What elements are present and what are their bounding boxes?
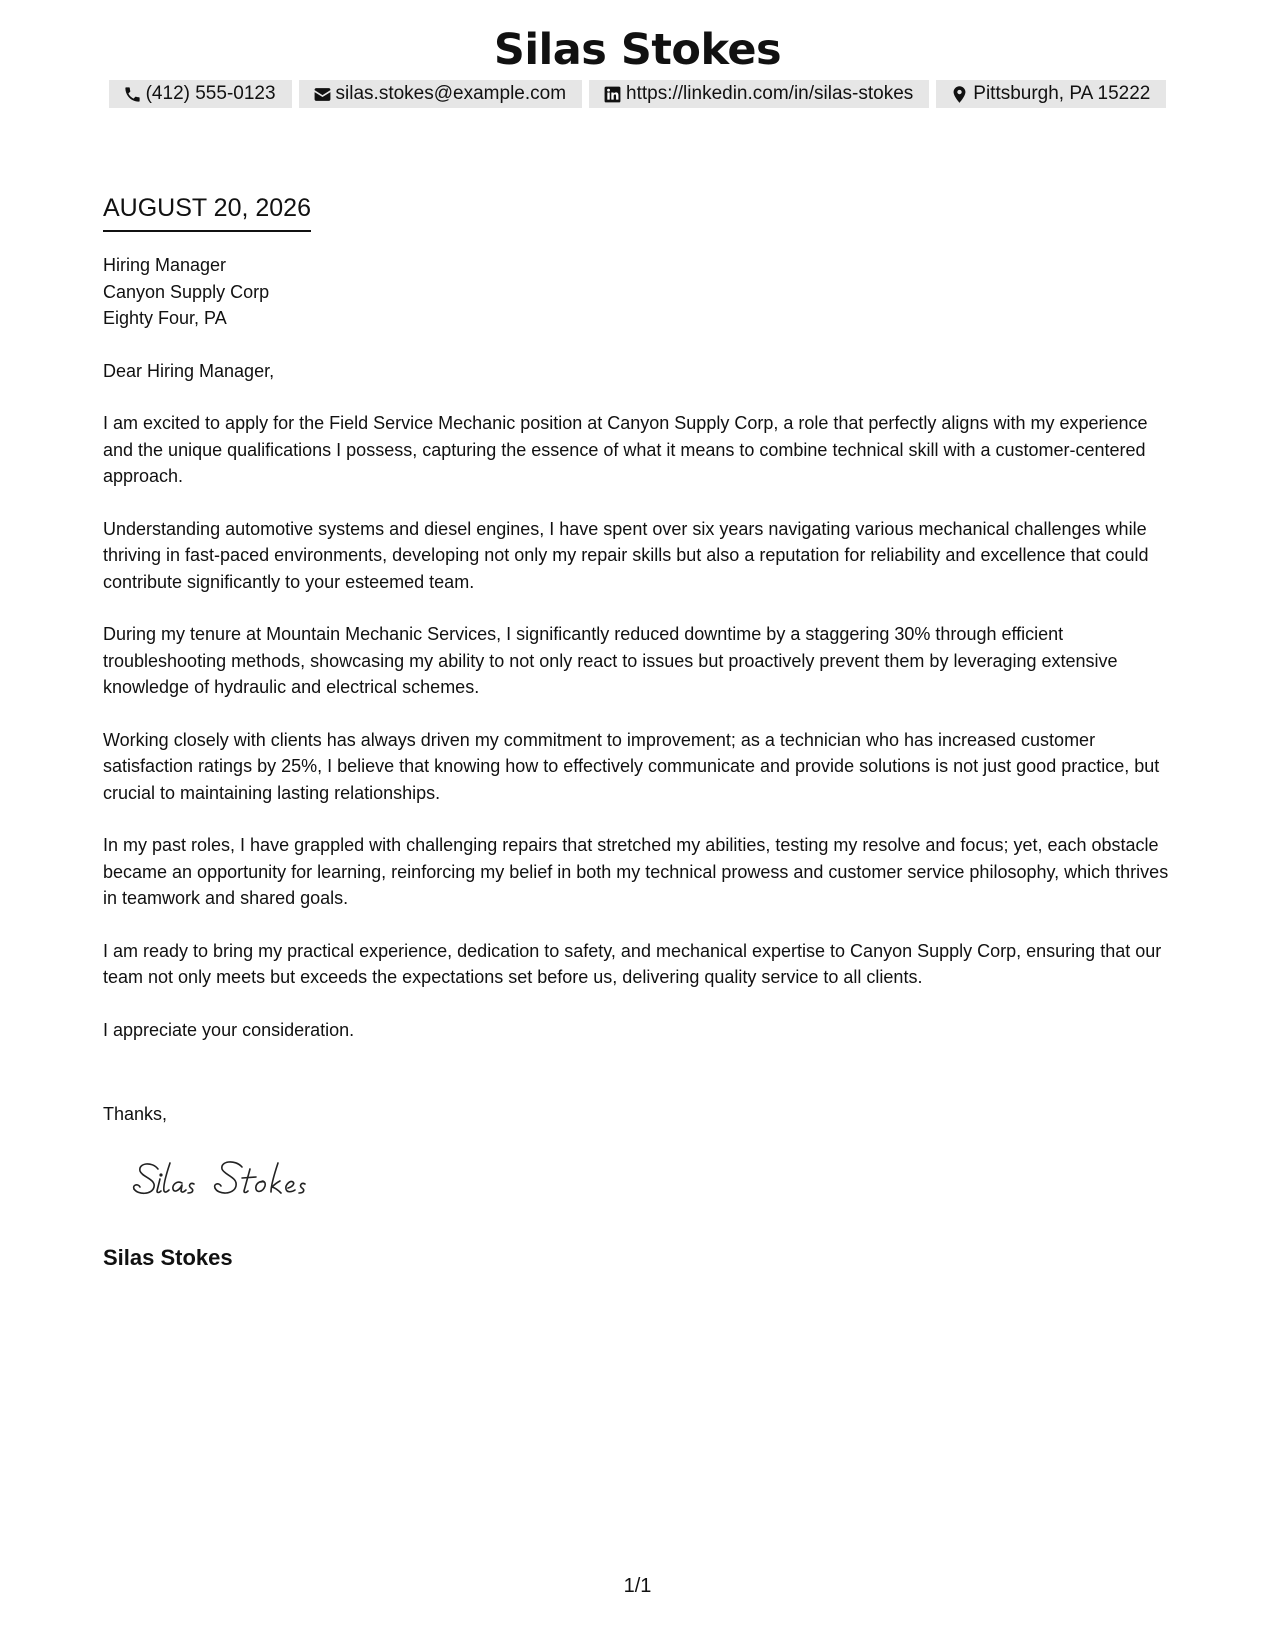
closing-line: I appreciate your consideration. <box>103 1019 355 1040</box>
paragraph: In my past roles, I have grappled with challenging repairs that stretched my abilities, testing my resolve and focus; yet, each obstacle became an opportunity for learning, reinforcing my belief in both my technical prowess and customer service philosophy, which thrives in teamwork and shared goals. <box>103 835 1169 908</box>
recipient-company: Canyon Supply Corp <box>103 281 270 302</box>
applicant-name: Silas Stokes <box>493 25 782 75</box>
contact-email-text: silas.stokes@example.com <box>335 83 567 104</box>
map-pin-icon <box>950 85 969 104</box>
recipient-location: Eighty Four, PA <box>103 308 227 328</box>
contact-linkedin-text: https://linkedin.com/in/silas-stokes <box>626 83 914 104</box>
salutation: Dear Hiring Manager, <box>103 360 275 381</box>
paragraph: Understanding automotive systems and diesel engines, I have spent over six years navigating various mechanical challenges while thriving in fast-paced environments, developing not only my repair skills but also a reputation for reliability and excellence that could contribute significantly to your esteemed team. <box>103 518 1149 592</box>
paragraph: Working closely with clients has always driven my commitment to improvement; as a technician who has increased customer satisfaction ratings by 25%, I believe that knowing how to effectively communicate and provide solutions is not just good practice, but crucial to maintaining lasting relationships. <box>103 729 1160 803</box>
contact-location-text: Pittsburgh, PA 15222 <box>973 83 1151 104</box>
signer-name: Silas Stokes <box>103 1245 233 1270</box>
paragraph: During my tenure at Mountain Mechanic Services, I significantly reduced downtime by a staggering 30% through efficient troubleshooting methods, showcasing my ability to not only react to issues but proactively prevent them by leveraging extensive knowledge of hydraulic and electrical schemes. <box>103 624 1118 697</box>
letter-date: AUGUST 20, 2026 <box>103 193 311 232</box>
contact-phone-text: (412) 555-0123 <box>145 83 276 104</box>
paragraph: I am ready to bring my practical experience, dedication to safety, and mechanical expertise to Canyon Supply Corp, ensuring that our team not only meets but exceeds the expectations set before us, delivering quality service to all clients. <box>103 940 1162 987</box>
contact-email[interactable] <box>299 80 582 108</box>
recipient-title: Hiring Manager <box>103 255 227 275</box>
phone-icon <box>123 85 142 104</box>
sign-off: Thanks, <box>103 1104 168 1124</box>
contact-location[interactable] <box>936 80 1166 108</box>
recipient-block <box>103 252 1178 332</box>
handwritten-signature <box>130 1155 340 1205</box>
contact-bar <box>0 80 1275 108</box>
linkedin-icon <box>603 85 622 104</box>
contact-linkedin[interactable] <box>589 80 929 108</box>
paragraph: I am excited to apply for the Field Service Mechanic position at Canyon Supply Corp, a role that perfectly aligns with my experience and the unique qualifications I possess, capturing the essence of what it means to combine technical skill with a customer-centered approach. <box>103 413 1148 486</box>
letter-body <box>103 252 1178 1043</box>
page-indicator: 1/1 <box>623 1575 652 1597</box>
contact-phone[interactable] <box>109 80 292 108</box>
envelope-icon <box>313 85 332 104</box>
